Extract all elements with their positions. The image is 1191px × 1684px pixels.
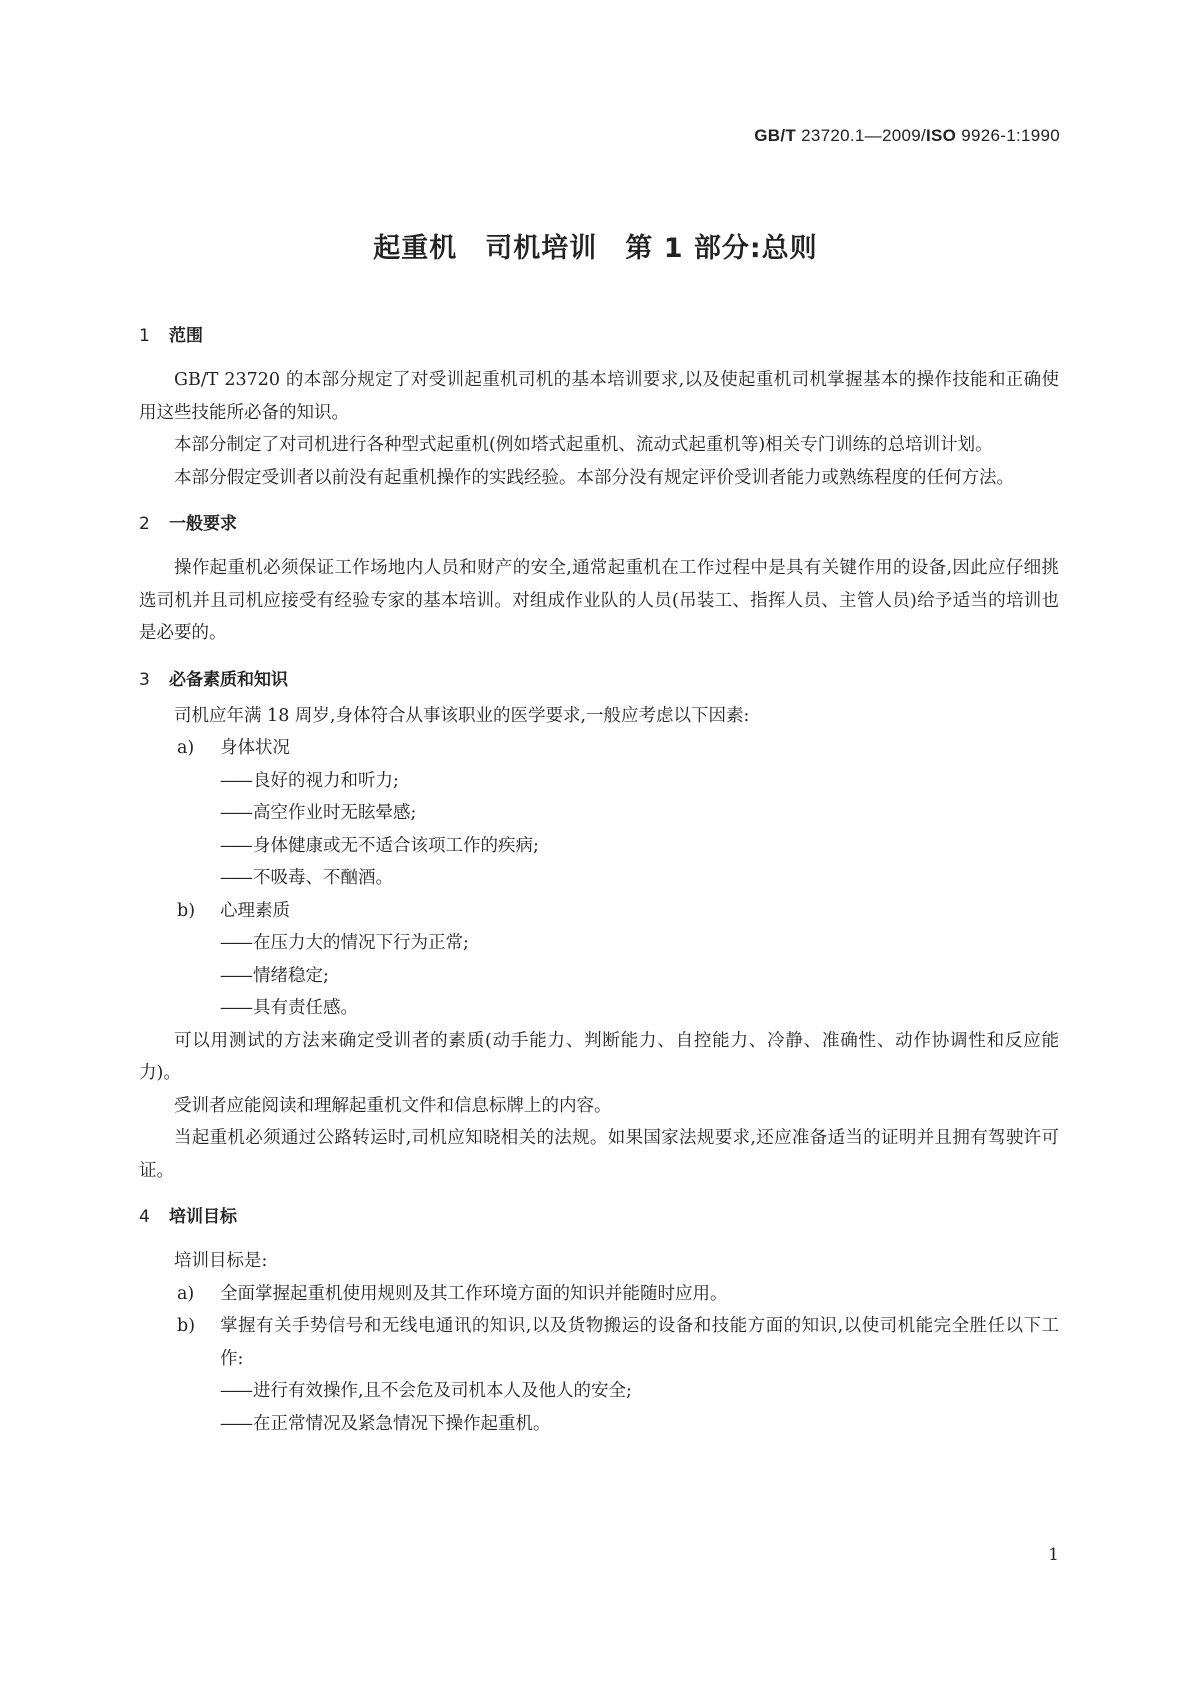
page-number: 1	[1048, 1545, 1059, 1565]
section-title: 一般要求	[169, 514, 237, 534]
dash-item: —— 在压力大的情况下行为正常;	[139, 927, 1059, 960]
list-item	[139, 1310, 1059, 1375]
dash-item: —— 进行有效操作,且不会危及司机本人及他人的安全;	[139, 1375, 1059, 1408]
section-heading	[139, 1201, 1059, 1233]
dash-item: —— 良好的视力和听力;	[139, 765, 1059, 798]
dash-item: —— 情绪稳定;	[139, 960, 1059, 993]
dash-item: —— 身体健康或无不适合该项工作的疾病;	[139, 830, 1059, 863]
paragraph: 本部分制定了对司机进行各种型式起重机(例如塔式起重机、流动式起重机等)相关专门训练的总培训计划。	[174, 435, 993, 455]
section-heading	[139, 508, 1059, 540]
section-title: 必备素质和知识	[169, 669, 288, 690]
paragraph: 操作起重机必须保证工作场地内人员和财产的安全,通常起重机在工作过程中是具有关键作用的设备,因此应仔细挑选司机并且司机应接受有经验专家的基本培训。对组成作业队的人员(吊装工、指挥人员、主管人员)给予适当的培训也是必要的。	[139, 558, 1059, 643]
section-number: 1	[139, 326, 150, 346]
section-number: 2	[139, 514, 150, 534]
section-title: 培训目标	[169, 1207, 237, 1227]
list-label: b)	[177, 1316, 196, 1336]
paragraph: 可以用测试的方法来确定受训者的素质(动手能力、判断能力、自控能力、冷静、准确性、动作协调性和反应能力)。	[139, 1030, 1059, 1083]
section-number: 4	[139, 1207, 150, 1227]
section-number: 3	[139, 669, 150, 690]
dash-item: —— 不吸毒、不酗酒。	[139, 862, 1059, 895]
standard-code	[754, 126, 1060, 146]
list-label: a)	[177, 1283, 195, 1304]
list-item	[139, 895, 1059, 928]
dash-item: —— 高空作业时无眩晕感;	[139, 797, 1059, 830]
std-code-tail: 9926-1:1990	[956, 126, 1060, 145]
std-code-gb: GB/T	[754, 126, 797, 145]
dash-item: —— 在正常情况及紧急情况下操作起重机。	[139, 1408, 1059, 1441]
list-text: 掌握有关手势信号和无线电通讯的知识,以及货物搬运的设备和技能方面的知识,以使司机能完全胜任以下工作:	[220, 1316, 1059, 1369]
section-heading	[139, 320, 1059, 352]
paragraph: 当起重机必须通过公路转运时,司机应知晓相关的法规。如果国家法规要求,还应准备适当的证明并且拥有驾驶许可证。	[139, 1128, 1059, 1181]
document-title: 起重机 司机培训 第 1 部分:总则	[373, 233, 818, 264]
list-item	[139, 732, 1059, 765]
list-text: 心理素质	[220, 900, 290, 921]
list-label: a)	[177, 738, 195, 758]
paragraph: GB/T 23720 的本部分规定了对受训起重机司机的基本培训要求,以及使起重机司机掌握基本的操作技能和正确使用这些技能所必备的知识。	[139, 370, 1059, 423]
paragraph: 司机应年满 18 周岁,身体符合从事该职业的医学要求,一般应考虑以下因素:	[174, 705, 750, 726]
section-title: 范围	[169, 326, 203, 346]
paragraph: 受训者应能阅读和理解起重机文件和信息标牌上的内容。	[174, 1095, 612, 1116]
list-text: 身体状况	[220, 738, 290, 758]
list-label: b)	[177, 900, 196, 921]
paragraph: 本部分假定受训者以前没有起重机操作的实践经验。本部分没有规定评价受训者能力或熟练程度的任何方法。	[174, 467, 1014, 488]
list-text: 全面掌握起重机使用规则及其工作环境方面的知识并能随时应用。	[220, 1283, 728, 1304]
std-code-iso: ISO	[926, 126, 957, 145]
section-heading	[139, 664, 1059, 696]
paragraph: 培训目标是:	[174, 1251, 268, 1271]
list-item	[139, 1278, 1059, 1311]
document-body	[139, 320, 1059, 1440]
std-code-main: 23720.1—2009/	[796, 126, 926, 145]
dash-item: —— 具有责任感。	[139, 992, 1059, 1025]
